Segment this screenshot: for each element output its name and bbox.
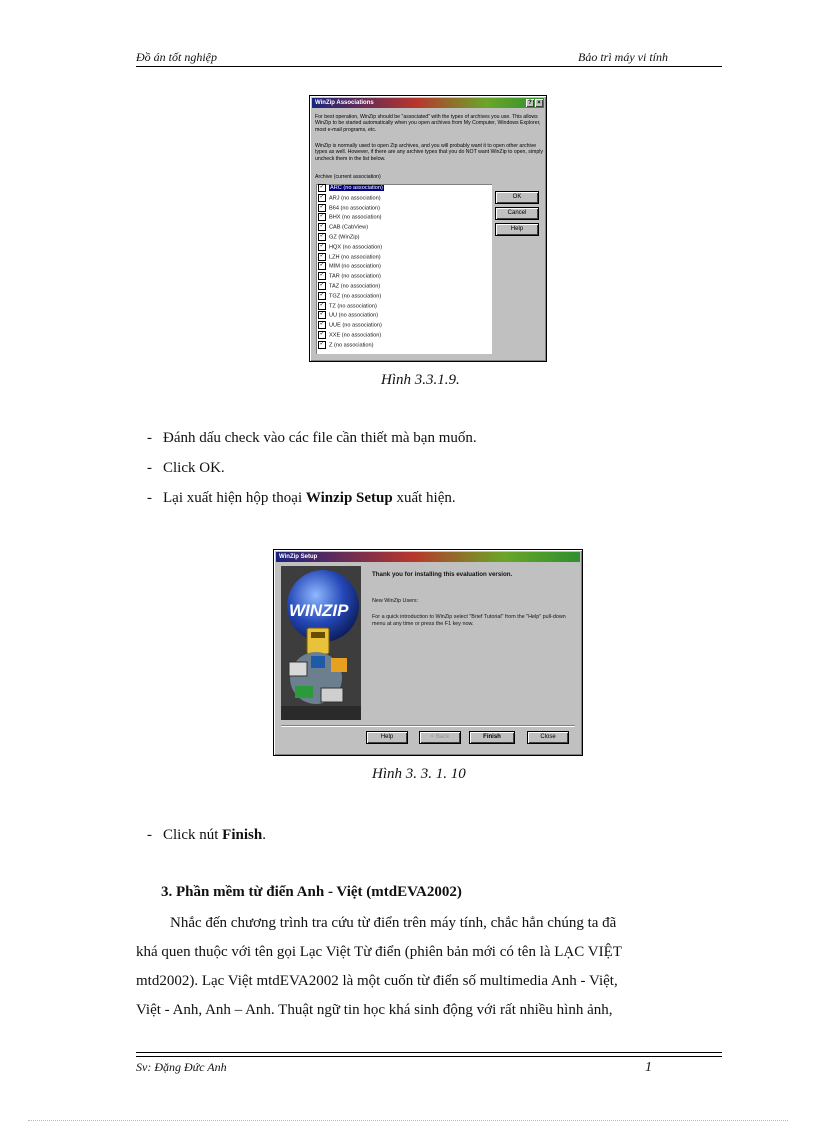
ok-button[interactable]: OK bbox=[496, 192, 538, 203]
footer-rule bbox=[136, 1052, 722, 1053]
setup-titlebar bbox=[276, 552, 580, 562]
caption-figure-2: Hình 3. 3. 1. 10 bbox=[372, 766, 466, 782]
list-item[interactable]: ✓ TGZ (no association) bbox=[319, 291, 382, 300]
list-item[interactable]: ✓ LZH (no association) bbox=[319, 252, 381, 261]
caption-figure-1: Hình 3.3.1.9. bbox=[381, 372, 460, 388]
list-item[interactable]: ✓ GZ (WinZip) bbox=[319, 232, 360, 241]
para-line-1: Nhắc đến chương trình tra cứu từ điển trên máy tính, chắc hẳn chúng ta đã bbox=[170, 915, 617, 931]
checkbox[interactable]: ✓ bbox=[319, 213, 325, 220]
header-right: Bảo trì máy vi tính bbox=[578, 50, 668, 64]
checkbox[interactable]: ✓ bbox=[319, 252, 325, 259]
list-item[interactable]: ✓ BHX (no association) bbox=[319, 213, 382, 221]
archive-list-label: Archive (current association) bbox=[315, 174, 381, 180]
bullet-4: - Click nút Finish. bbox=[147, 827, 266, 843]
setup-heading: Thank you for installing this evaluation version. bbox=[372, 571, 513, 578]
header-rule bbox=[136, 66, 722, 67]
list-item[interactable]: ✓ TAR (no association) bbox=[319, 272, 381, 280]
para-line-4: Việt - Anh, Anh – Anh. Thuật ngữ tin học khá sinh động với rất nhiều hình ảnh, bbox=[136, 1002, 613, 1018]
archive-list[interactable] bbox=[316, 184, 492, 354]
checkbox[interactable]: ✓ bbox=[319, 272, 325, 279]
section-title: 3. Phần mềm từ điển Anh - Việt (mtdEVA2002) bbox=[161, 884, 462, 900]
close-button[interactable]: Close bbox=[528, 732, 568, 743]
bullet-2: - Click OK. bbox=[147, 460, 225, 476]
checkbox[interactable]: ✓ bbox=[319, 291, 325, 298]
winzip-associations-dialog bbox=[309, 95, 547, 362]
list-item[interactable]: ✓ TZ (no association) bbox=[319, 301, 377, 310]
assoc-title: WinZip Associations bbox=[315, 100, 374, 106]
checkbox[interactable]: ✓ bbox=[319, 242, 325, 249]
list-item[interactable]: ✓ Z (no association) bbox=[319, 340, 374, 349]
finish-button[interactable]: Finish bbox=[470, 732, 514, 743]
setup-title: WinZip Setup bbox=[279, 554, 318, 560]
setup-users-label: New WinZip Users: bbox=[372, 598, 419, 604]
close-icon[interactable]: × bbox=[535, 99, 543, 107]
checkbox[interactable]: ✓ bbox=[319, 321, 325, 328]
assoc-desc-1: For best operation, WinZip should be "associated" with the types of archives you use. This allows WinZip to be started automatically when you open archives from My Computer, Windows Explorer, most e-mail programs, etc. bbox=[315, 114, 541, 133]
page-number: 1 bbox=[645, 1060, 652, 1075]
footer-author: Sv: Đặng Đức Anh bbox=[136, 1060, 227, 1074]
list-item[interactable]: ✓ UU (no association) bbox=[319, 311, 379, 319]
bullet-3: - Lại xuất hiện hộp thoại Winzip Setup xuất hiện. bbox=[147, 490, 456, 506]
list-item[interactable]: ✓ HQX (no association) bbox=[319, 242, 383, 251]
checkbox[interactable]: ✓ bbox=[319, 330, 325, 337]
para-line-2: khá quen thuộc với tên gọi Lạc Việt Từ điển (phiên bản mới có tên là LẠC VIỆT bbox=[136, 944, 622, 960]
checkbox[interactable]: ✓ bbox=[319, 281, 325, 288]
list-item[interactable]: ✓ UUE (no association) bbox=[319, 321, 382, 329]
checkbox[interactable]: ✓ bbox=[319, 262, 325, 269]
winzip-logo-art bbox=[281, 566, 361, 720]
list-item[interactable]: ✓ ARC (no association) bbox=[319, 184, 383, 192]
checkbox[interactable]: ✓ bbox=[319, 193, 325, 200]
logo-text: WINZIP bbox=[289, 601, 349, 620]
help-icon[interactable]: ? bbox=[526, 99, 534, 107]
list-item[interactable]: ✓ CAB (CabView) bbox=[319, 223, 369, 231]
back-button[interactable]: < Back bbox=[420, 732, 460, 743]
checkbox[interactable]: ✓ bbox=[319, 223, 325, 230]
setup-content bbox=[364, 566, 574, 720]
checkbox[interactable]: ✓ bbox=[319, 184, 325, 190]
page-edge bbox=[28, 1120, 788, 1121]
help-button[interactable]: Help bbox=[496, 224, 538, 235]
list-item[interactable]: ✓ TAZ (no association) bbox=[319, 281, 381, 290]
checkbox[interactable]: ✓ bbox=[319, 301, 325, 308]
list-item[interactable]: ✓ XXE (no association) bbox=[319, 330, 382, 339]
para-line-3: mtd2002). Lạc Việt mtdEVA2002 là một cuốn từ điển số multimedia Anh - Việt, bbox=[136, 973, 618, 989]
setup-separator bbox=[281, 725, 575, 727]
body-paragraph bbox=[136, 909, 722, 1025]
list-item[interactable]: ✓ ARJ (no association) bbox=[319, 193, 381, 202]
list-item[interactable]: ✓ MIM (no association) bbox=[319, 262, 381, 270]
winzip-setup-dialog bbox=[273, 549, 583, 756]
winzip-logo-image bbox=[281, 566, 361, 720]
checkbox[interactable]: ✓ bbox=[319, 232, 325, 239]
assoc-titlebar bbox=[312, 98, 544, 108]
help-button[interactable]: Help bbox=[367, 732, 407, 743]
cancel-button[interactable]: Cancel bbox=[496, 208, 538, 219]
list-item[interactable]: ✓ B64 (no association) bbox=[319, 203, 380, 212]
checkbox[interactable]: ✓ bbox=[319, 311, 325, 318]
header-left: Đồ án tốt nghiệp bbox=[136, 50, 217, 64]
setup-body-text: For a quick introduction to WinZip select "Brief Tutorial" from the "Help" pull-down menu at any time or press the F1 key now. bbox=[372, 614, 566, 627]
footer-rule-2 bbox=[136, 1056, 722, 1057]
page-header bbox=[136, 50, 722, 66]
checkbox[interactable]: ✓ bbox=[319, 203, 325, 210]
bullet-1: - Đánh dấu check vào các file cần thiết mà bạn muốn. bbox=[147, 430, 477, 446]
assoc-desc-2: WinZip is normally used to open Zip archives, and you will probably want it to open other archive types as well. However, if there are any archive types that you do NOT want WinZip to open, simply uncheck them in the list below. bbox=[315, 143, 543, 162]
checkbox[interactable]: ✓ bbox=[319, 340, 325, 347]
